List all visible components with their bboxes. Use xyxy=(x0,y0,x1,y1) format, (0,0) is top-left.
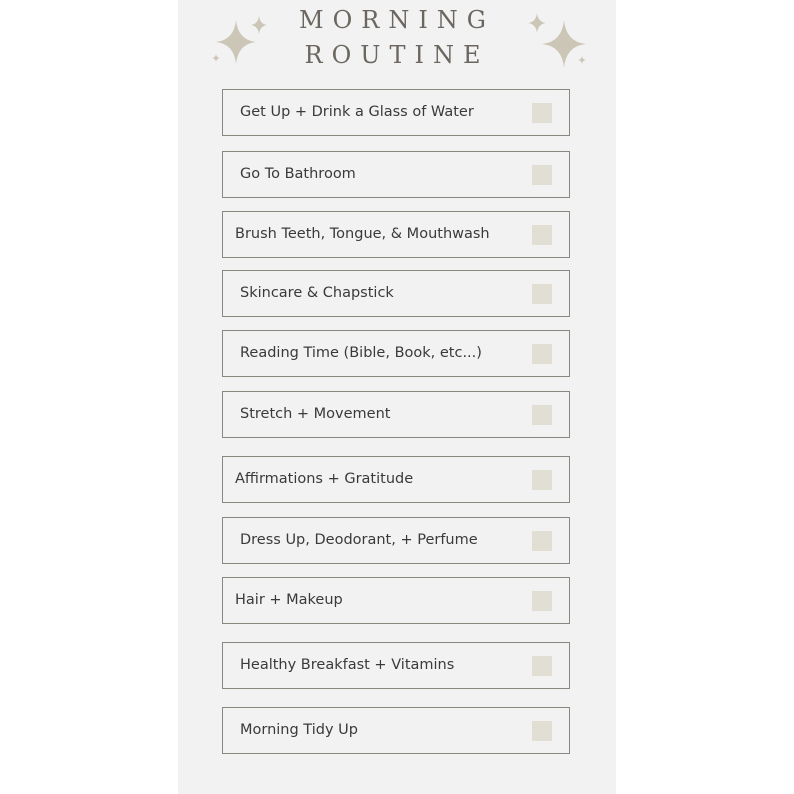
routine-checkbox[interactable] xyxy=(532,470,552,490)
routine-item-label: Go To Bathroom xyxy=(240,166,356,182)
page-title-line-2: ROUTINE xyxy=(304,41,490,69)
page-title-line-1: MORNING xyxy=(299,6,495,34)
routine-item-label: Stretch + Movement xyxy=(240,406,391,422)
routine-item-stretch xyxy=(222,391,570,438)
routine-checkbox[interactable] xyxy=(532,225,552,245)
routine-checkbox[interactable] xyxy=(532,284,552,304)
routine-checkbox[interactable] xyxy=(532,165,552,185)
routine-card xyxy=(178,0,616,794)
routine-item-label: Affirmations + Gratitude xyxy=(235,471,414,487)
routine-checkbox[interactable] xyxy=(532,103,552,123)
routine-item-affirmations xyxy=(222,456,570,503)
routine-item-label: Healthy Breakfast + Vitamins xyxy=(240,657,455,673)
routine-item-get-up xyxy=(222,89,570,136)
routine-item-label: Skincare & Chapstick xyxy=(240,285,394,301)
routine-checkbox[interactable] xyxy=(532,531,552,551)
routine-item-label: Morning Tidy Up xyxy=(240,722,358,738)
routine-item-hair-makeup xyxy=(222,577,570,624)
routine-checkbox[interactable] xyxy=(532,344,552,364)
routine-item-label: Get Up + Drink a Glass of Water xyxy=(240,104,474,120)
routine-checkbox[interactable] xyxy=(532,656,552,676)
routine-item-label: Hair + Makeup xyxy=(235,592,343,608)
routine-item-bathroom xyxy=(222,151,570,198)
routine-item-label: Reading Time (Bible, Book, etc...) xyxy=(240,345,482,361)
routine-item-tidy-up xyxy=(222,707,570,754)
routine-item-skincare xyxy=(222,270,570,317)
routine-item-breakfast xyxy=(222,642,570,689)
routine-checkbox[interactable] xyxy=(532,591,552,611)
routine-item-label: Dress Up, Deodorant, + Perfume xyxy=(240,532,478,548)
routine-checkbox[interactable] xyxy=(532,405,552,425)
routine-checkbox[interactable] xyxy=(532,721,552,741)
routine-item-label: Brush Teeth, Tongue, & Mouthwash xyxy=(235,226,490,242)
routine-item-dress-up xyxy=(222,517,570,564)
routine-item-reading xyxy=(222,330,570,377)
routine-item-brush-teeth xyxy=(222,211,570,258)
